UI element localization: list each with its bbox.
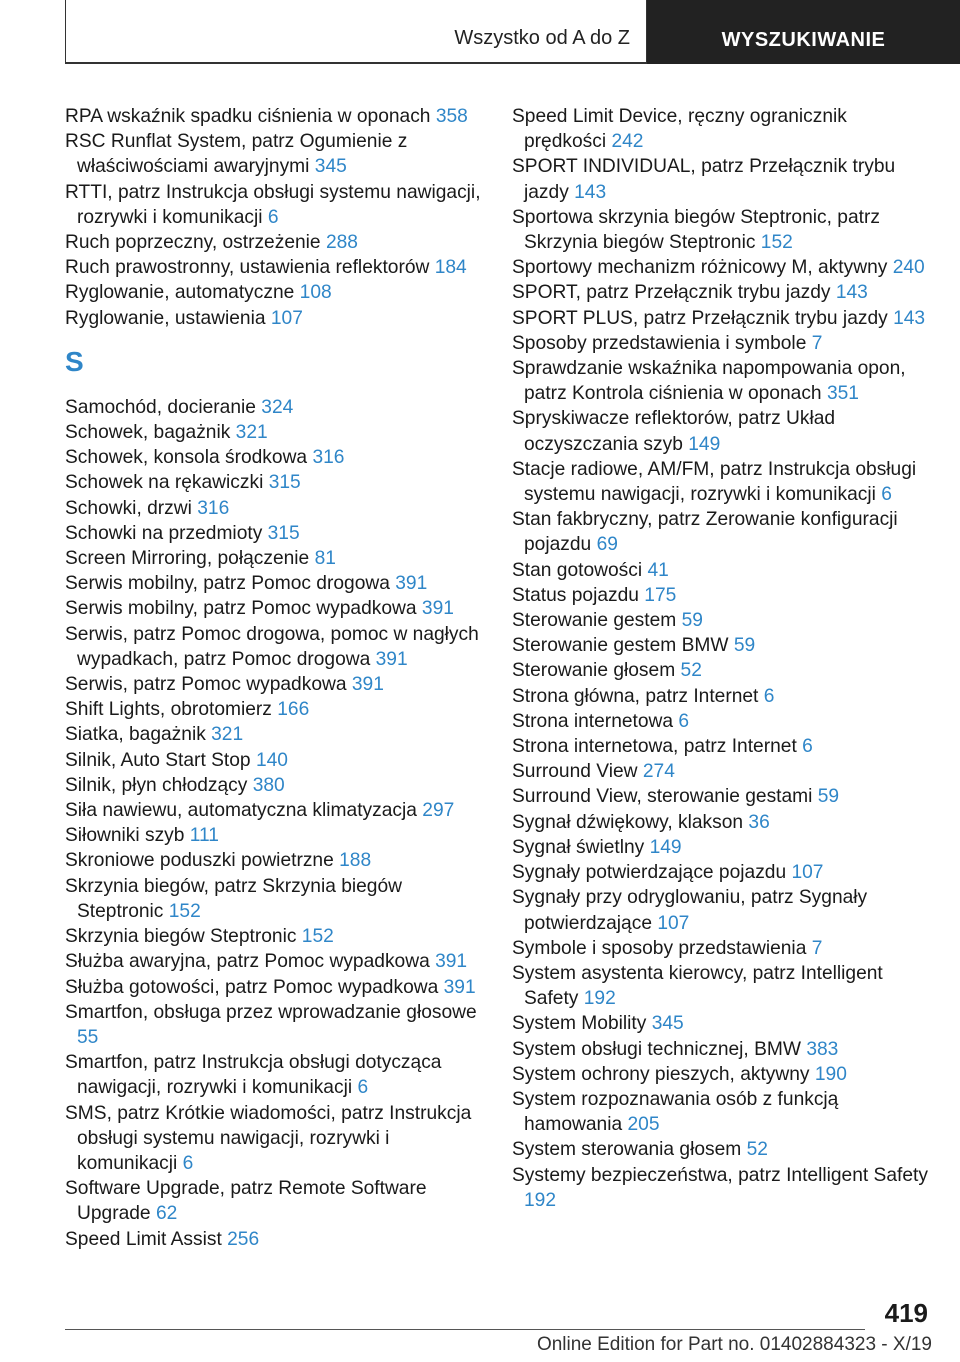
header-tabs xyxy=(65,0,960,64)
index-entry-text: Siatka, bagażnik xyxy=(65,724,206,746)
index-entry xyxy=(65,672,485,697)
index-page-link[interactable]: 59 xyxy=(681,610,703,632)
index-entry-text: Siła nawiewu, automatyczna klimatyzacja xyxy=(65,800,417,822)
index-entry xyxy=(512,633,932,658)
index-entry xyxy=(65,823,485,848)
section-letter: S xyxy=(65,345,84,377)
index-entry-text: Strona główna, patrz Internet xyxy=(512,685,759,707)
index-page-link[interactable]: 391 xyxy=(435,951,468,973)
index-entry-text: Status pojazdu xyxy=(512,584,639,606)
index-entry xyxy=(65,306,485,331)
index-page-link[interactable]: 140 xyxy=(255,749,288,771)
index-entry xyxy=(512,784,932,809)
index-entry-text: System asystenta kierowcy, patrz Intelligent Safety xyxy=(512,962,883,1010)
index-page-link[interactable]: 6 xyxy=(357,1077,369,1099)
index-entry xyxy=(65,230,485,255)
index-entry xyxy=(512,331,932,356)
index-entry xyxy=(512,835,932,860)
index-entry xyxy=(65,773,485,798)
index-entry-text: Sygnały przy odryglowaniu, patrz Sygnały potwierdzające xyxy=(512,887,868,934)
index-entry-text: Służba awaryjna, patrz Pomoc wypadkowa xyxy=(65,951,430,973)
index-entry xyxy=(512,1062,932,1087)
footer-edition: Online Edition for Part no. 01402884323 - X/19 xyxy=(536,1334,932,1355)
index-entry-text: Stan fakbryczny, patrz Zerowanie konfiguracji pojazdu xyxy=(512,509,898,556)
page-number: 419 xyxy=(884,1298,928,1328)
index-page-link[interactable]: 36 xyxy=(748,811,770,833)
index-page-link[interactable]: 288 xyxy=(325,232,358,254)
index-entry-text: RSC Runflat System, patrz Ogumienie z właściwościami awaryjnymi xyxy=(65,131,408,178)
index-page-link[interactable]: 321 xyxy=(235,422,268,444)
index-entry xyxy=(65,975,485,1000)
index-entry-text: Sportowy mechanizm różnicowy M, aktywny xyxy=(512,257,888,279)
index-page-link[interactable]: 152 xyxy=(760,232,793,254)
index-entry-text: Smartfon, patrz Instrukcja obsługi dotycząca nawigacji, rozrywki i komunikacji xyxy=(65,1052,442,1099)
index-page-link[interactable]: 345 xyxy=(651,1013,684,1035)
index-page-link[interactable]: 7 xyxy=(811,937,823,959)
index-entry xyxy=(512,306,932,331)
index-entry xyxy=(512,759,932,784)
index-entry-text: SMS, patrz Krótkie wiadomości, patrz Instrukcja obsługi systemu nawigacji, rozrywki i komunikacji xyxy=(65,1102,472,1174)
index-page-link[interactable]: 55 xyxy=(77,1026,99,1048)
index-entry-text: Siłowniki szyb xyxy=(65,825,185,847)
index-entry-text: System sterowania głosem xyxy=(512,1139,742,1161)
index-entry-text: Skrzynia biegów Steptronic xyxy=(65,926,297,948)
index-entry xyxy=(512,255,932,280)
index-entry-text: Serwis, patrz Pomoc wypadkowa xyxy=(65,674,347,696)
index-entry xyxy=(65,255,485,280)
index-page-link[interactable]: 6 xyxy=(802,736,813,758)
index-entry xyxy=(65,1101,485,1177)
index-page-link[interactable]: 59 xyxy=(733,635,756,657)
index-page-link[interactable]: 52 xyxy=(680,660,702,682)
index-page-link[interactable]: 149 xyxy=(649,836,682,858)
index-entry xyxy=(65,445,485,470)
index-entry-text: Sygnał świetlny xyxy=(512,836,645,858)
index-page-link[interactable]: 108 xyxy=(299,282,332,304)
index-page-link[interactable]: 59 xyxy=(817,786,840,808)
index-page-link[interactable]: 7 xyxy=(811,332,823,354)
tab-search[interactable]: WYSZUKIWANIE xyxy=(647,0,960,64)
index-page-link[interactable]: 143 xyxy=(835,282,868,304)
index-entry xyxy=(512,154,932,204)
index-entry xyxy=(512,1037,932,1062)
index-page-link[interactable]: 107 xyxy=(657,912,690,934)
index-page-link[interactable]: 152 xyxy=(168,900,201,922)
index-entry-text: Shift Lights, obrotomierz xyxy=(65,699,272,721)
index-entry-text: System ochrony pieszych, aktywny xyxy=(512,1063,810,1085)
index-entry xyxy=(512,658,932,683)
index-entry-text: Ruch prawostronny, ustawienia reflektorów xyxy=(65,257,430,279)
index-entry xyxy=(65,571,485,596)
index-entry-text: Sterowanie gestem BMW xyxy=(512,635,729,657)
index-page-link[interactable]: 240 xyxy=(892,257,925,279)
index-entry-text: Sterowanie głosem xyxy=(512,660,676,682)
index-entry-text: Surround View xyxy=(512,761,638,783)
index-entry xyxy=(512,356,932,406)
index-entry-text: Sportowa skrzynia biegów Steptronic, patrz Skrzynia biegów Steptronic xyxy=(512,206,880,254)
index-page-link[interactable]: 152 xyxy=(301,926,334,948)
index-entry xyxy=(65,949,485,974)
index-entry xyxy=(65,1050,485,1100)
index-page-link[interactable]: 316 xyxy=(197,497,230,519)
index-entry-text: Sterowanie gestem xyxy=(512,610,677,632)
index-entry-text: Schowek na rękawiczki xyxy=(65,472,264,494)
index-entry xyxy=(65,180,485,230)
index-entry-text: RTTI, patrz Instrukcja obsługi systemu nawigacji, rozrywki i komunikacji xyxy=(65,181,481,228)
index-entry xyxy=(65,1227,485,1252)
index-entry xyxy=(65,596,485,621)
index-page-link[interactable]: 6 xyxy=(678,710,690,732)
index-entry xyxy=(65,496,485,521)
index-entry xyxy=(512,457,932,507)
index-entry xyxy=(512,406,932,456)
index-entry xyxy=(512,280,932,305)
index-page-link[interactable]: 143 xyxy=(574,181,607,203)
index-entry-text: System obsługi technicznej, BMW xyxy=(512,1038,801,1060)
index-page-link[interactable]: 324 xyxy=(261,396,294,418)
index-entry-text: Samochód, docieranie xyxy=(65,396,256,418)
index-entry xyxy=(65,521,485,546)
index-entry xyxy=(512,885,932,935)
index-page-link[interactable]: 383 xyxy=(806,1038,839,1060)
index-entry xyxy=(512,507,932,557)
index-page-link[interactable]: 6 xyxy=(881,484,892,506)
index-page-link[interactable]: 205 xyxy=(627,1114,660,1136)
tab-section[interactable]: Wszystko od A do Z xyxy=(65,0,647,64)
index-entry xyxy=(65,129,485,179)
index-entry-text: SPORT PLUS, patrz Przełącznik trybu jazdy xyxy=(512,307,888,329)
index-entry xyxy=(512,734,932,759)
index-entry-text: Smartfon, obsługa przez wprowadzanie głosowe xyxy=(65,1001,477,1023)
index-entry-text: Stacje radiowe, AM/FM, patrz Instrukcja obsługi systemu nawigacji, rozrywki i komunikacji xyxy=(512,458,917,506)
index-page-link[interactable]: 188 xyxy=(339,850,372,872)
index-page-link[interactable]: 321 xyxy=(211,724,244,746)
index-entry-text: System rozpoznawania osób z funkcją hamowania xyxy=(512,1088,839,1136)
index-entry xyxy=(512,205,932,255)
index-page-link[interactable]: 345 xyxy=(314,156,347,178)
index-page-link[interactable]: 351 xyxy=(826,383,859,405)
index-entry xyxy=(65,395,485,420)
index-page-link[interactable]: 107 xyxy=(791,862,824,884)
index-entry-text: Schowek, konsola środkowa xyxy=(65,447,308,469)
index-entry-text: Sygnały potwierdzające pojazdu xyxy=(512,862,787,884)
index-entry xyxy=(512,709,932,734)
index-page-link[interactable]: 391 xyxy=(351,674,384,696)
index-page-link[interactable]: 52 xyxy=(746,1139,768,1161)
index-entry xyxy=(65,874,485,924)
index-page-link[interactable]: 81 xyxy=(314,548,336,570)
footer-divider xyxy=(65,1329,865,1330)
index-entry xyxy=(512,558,932,583)
index-entry xyxy=(65,848,485,873)
index-entry-text: Speed Limit Assist xyxy=(65,1228,222,1250)
index-page-link[interactable]: 62 xyxy=(155,1203,178,1225)
index-column-left xyxy=(65,104,485,1252)
index-entry xyxy=(512,684,932,709)
index-page-link[interactable]: 149 xyxy=(688,433,721,455)
index-entry xyxy=(65,697,485,722)
index-entry-text: Surround View, sterowanie gestami xyxy=(512,786,813,808)
index-entry xyxy=(65,798,485,823)
index-entry xyxy=(65,546,485,571)
index-page-link[interactable]: 391 xyxy=(421,598,454,620)
index-page-link[interactable]: 175 xyxy=(644,584,677,606)
index-entry-text: Ruch poprzeczny, ostrzeżenie xyxy=(65,232,321,254)
index-entry-text: Stan gotowości xyxy=(512,559,643,581)
index-entry xyxy=(512,810,932,835)
index-entry-text: Schowki na przedmioty xyxy=(65,522,263,544)
index-entry-text: Symbole i sposoby przedstawienia xyxy=(512,937,807,959)
index-page-link[interactable]: 111 xyxy=(189,825,219,847)
index-entry xyxy=(65,622,485,672)
index-page-link[interactable]: 315 xyxy=(267,522,300,544)
index-entry-text: Spryskiwacze reflektorów, patrz Układ oczyszczania szyb xyxy=(512,408,836,455)
index-entry-text: Skrzynia biegów, patrz Skrzynia biegów Steptronic xyxy=(65,875,403,922)
index-entry xyxy=(65,280,485,305)
index-entry-text: Serwis, patrz Pomoc drogowa, pomoc w nagłych wypadkach, patrz Pomoc drogowa xyxy=(65,623,479,670)
index-entry-text: System Mobility xyxy=(512,1013,647,1035)
index-page-link[interactable]: 184 xyxy=(434,257,467,279)
index-entry-text: Screen Mirroring, połączenie xyxy=(65,548,310,570)
index-page-link[interactable]: 297 xyxy=(422,800,455,822)
index-entry-text: Ryglowanie, ustawienia xyxy=(65,307,266,329)
index-page-link[interactable]: 192 xyxy=(524,1189,557,1211)
index-entry xyxy=(512,936,932,961)
index-entry-text: Speed Limit Device, ręczny ogranicznik prędkości xyxy=(512,106,847,153)
index-entry-text: Serwis mobilny, patrz Pomoc drogowa xyxy=(65,573,390,595)
index-entry-text: Ryglowanie, automatyczne xyxy=(65,282,295,304)
index-page-link[interactable]: 107 xyxy=(270,307,303,329)
index-page-link[interactable]: 315 xyxy=(268,472,301,494)
index-entry-text: Sprawdzanie wskaźnika napompowania opon, patrz Kontrola ciśnienia w oponach xyxy=(512,358,906,405)
index-entry-text: Sposoby przedstawienia i symbole xyxy=(512,332,807,354)
index-entry xyxy=(512,1137,932,1162)
index-entry xyxy=(512,608,932,633)
index-page-link[interactable]: 256 xyxy=(227,1228,260,1250)
index-page-link[interactable]: 391 xyxy=(443,976,476,998)
index-page-link[interactable]: 143 xyxy=(893,307,926,329)
index-entry-text: Sygnał dźwiękowy, klakson xyxy=(512,811,744,833)
index-page-link[interactable]: 391 xyxy=(375,648,408,670)
index-entry-text: Skroniowe poduszki powietrzne xyxy=(65,850,334,872)
index-page-link[interactable]: 192 xyxy=(583,988,616,1010)
index-page-link[interactable]: 190 xyxy=(814,1063,847,1085)
index-entry-text: Służba gotowości, patrz Pomoc wypadkowa xyxy=(65,976,439,998)
index-entry-text: SPORT, patrz Przełącznik trybu jazdy xyxy=(512,282,831,304)
index-entry-text: Software Upgrade, patrz Remote Software Upgrade xyxy=(65,1178,427,1225)
index-page-link[interactable]: 69 xyxy=(596,534,618,556)
index-entry xyxy=(512,961,932,1011)
index-entry-text: SPORT INDIVIDUAL, patrz Przełącznik trybu jazdy xyxy=(512,156,896,203)
index-page-link[interactable]: 41 xyxy=(647,559,669,581)
index-entry xyxy=(512,1163,932,1213)
index-entry-text: Schowki, drzwi xyxy=(65,497,192,519)
index-entry xyxy=(512,583,932,608)
index-entry-text: Serwis mobilny, patrz Pomoc wypadkowa xyxy=(65,598,417,620)
index-entry xyxy=(65,420,485,445)
index-entry xyxy=(65,470,485,495)
index-page-link[interactable]: 316 xyxy=(312,447,345,469)
index-page-link[interactable]: 274 xyxy=(642,761,675,783)
index-entry-text: Strona internetowa, patrz Internet xyxy=(512,736,797,758)
index-entry-text: Strona internetowa xyxy=(512,710,674,732)
index-entry xyxy=(65,104,485,129)
index-entry xyxy=(512,860,932,885)
index-entry xyxy=(512,1011,932,1036)
index-page-link[interactable]: 358 xyxy=(435,106,468,127)
index-page-link[interactable]: 6 xyxy=(763,685,775,707)
index-entry-text: Schowek, bagażnik xyxy=(65,422,231,444)
index-page-link[interactable]: 6 xyxy=(182,1152,194,1174)
index-page-link[interactable]: 242 xyxy=(611,131,644,153)
index-entry-text: RPA wskaźnik spadku ciśnienia w oponach xyxy=(65,106,431,127)
index-page-link[interactable]: 391 xyxy=(395,573,428,595)
index-page-link[interactable]: 166 xyxy=(277,699,310,721)
index-page-link[interactable]: 380 xyxy=(252,774,285,796)
index-entry-text: Systemy bezpieczeństwa, patrz Intelligent Safety xyxy=(512,1164,928,1186)
index-entry xyxy=(65,1000,485,1050)
index-entry xyxy=(65,1176,485,1226)
index-entry xyxy=(65,924,485,949)
index-entry-text: Silnik, płyn chłodzący xyxy=(65,774,248,796)
index-entry xyxy=(65,748,485,773)
index-entry xyxy=(512,104,932,154)
index-entry-text: Silnik, Auto Start Stop xyxy=(65,749,251,771)
index-entry xyxy=(512,1087,932,1137)
index-page-link[interactable]: 6 xyxy=(267,206,279,228)
index-column-right xyxy=(512,104,932,1213)
index-entry xyxy=(65,722,485,747)
